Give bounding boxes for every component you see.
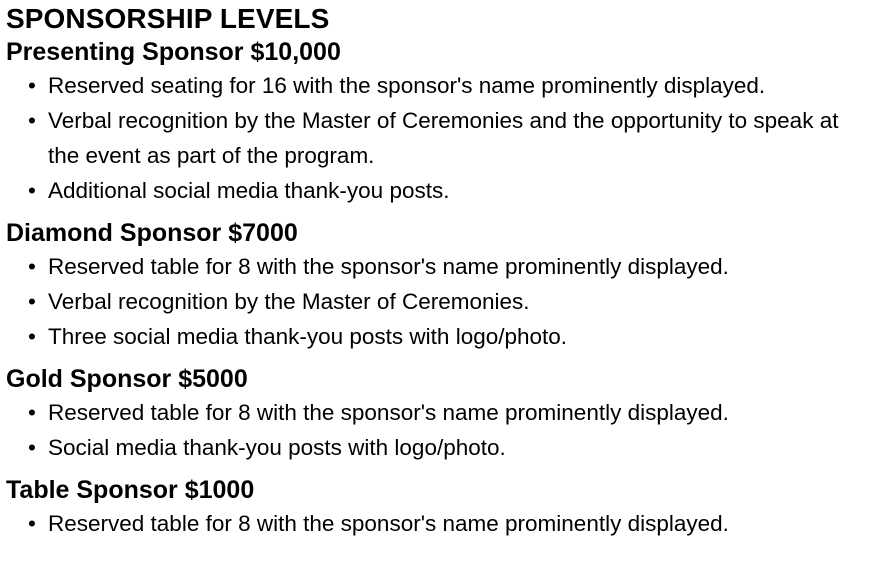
benefit-text: Reserved table for 8 with the sponsor's name prominently displayed. bbox=[48, 400, 729, 425]
level-heading: Gold Sponsor $5000 bbox=[6, 365, 248, 393]
page-title: SPONSORSHIP LEVELS bbox=[6, 3, 330, 34]
benefit-item bbox=[28, 249, 868, 284]
benefit-item bbox=[28, 284, 868, 319]
benefit-text: Reserved table for 8 with the sponsor's name prominently displayed. bbox=[48, 254, 729, 279]
bullet-icon: • bbox=[28, 511, 36, 536]
benefit-item bbox=[28, 103, 868, 173]
benefit-item bbox=[28, 68, 868, 103]
bullet-icon: • bbox=[28, 400, 36, 425]
bullet-icon: • bbox=[28, 108, 36, 133]
level-presenting bbox=[6, 36, 869, 208]
benefit-list bbox=[6, 395, 869, 465]
benefit-text: Social media thank-you posts with logo/photo. bbox=[48, 435, 506, 460]
benefit-item bbox=[28, 430, 868, 465]
benefit-item bbox=[28, 506, 868, 541]
benefit-list bbox=[6, 68, 869, 208]
benefit-text: Additional social media thank-you posts. bbox=[48, 178, 450, 203]
bullet-icon: • bbox=[28, 254, 36, 279]
level-heading: Diamond Sponsor $7000 bbox=[6, 219, 298, 247]
benefit-text: Three social media thank-you posts with logo/photo. bbox=[48, 324, 568, 349]
benefit-item bbox=[28, 173, 868, 208]
level-diamond bbox=[6, 217, 869, 354]
benefit-item bbox=[28, 395, 868, 430]
level-table bbox=[6, 474, 869, 541]
bullet-icon: • bbox=[28, 324, 36, 349]
benefit-list bbox=[6, 506, 869, 541]
benefit-text: Reserved seating for 16 with the sponsor's name prominently displayed. bbox=[48, 73, 766, 98]
level-heading: Table Sponsor $1000 bbox=[6, 476, 255, 504]
bullet-icon: • bbox=[28, 178, 36, 203]
benefit-list bbox=[6, 249, 869, 354]
benefit-text: Reserved table for 8 with the sponsor's name prominently displayed. bbox=[48, 511, 729, 536]
level-gold bbox=[6, 363, 869, 465]
benefit-text: Verbal recognition by the Master of Ceremonies. bbox=[48, 289, 530, 314]
bullet-icon: • bbox=[28, 435, 36, 460]
benefit-text: Verbal recognition by the Master of Ceremonies and the opportunity to speak at the event as part of the program. bbox=[48, 108, 839, 168]
benefit-item bbox=[28, 319, 868, 354]
bullet-icon: • bbox=[28, 289, 36, 314]
level-heading: Presenting Sponsor $10,000 bbox=[6, 38, 341, 66]
bullet-icon: • bbox=[28, 73, 36, 98]
